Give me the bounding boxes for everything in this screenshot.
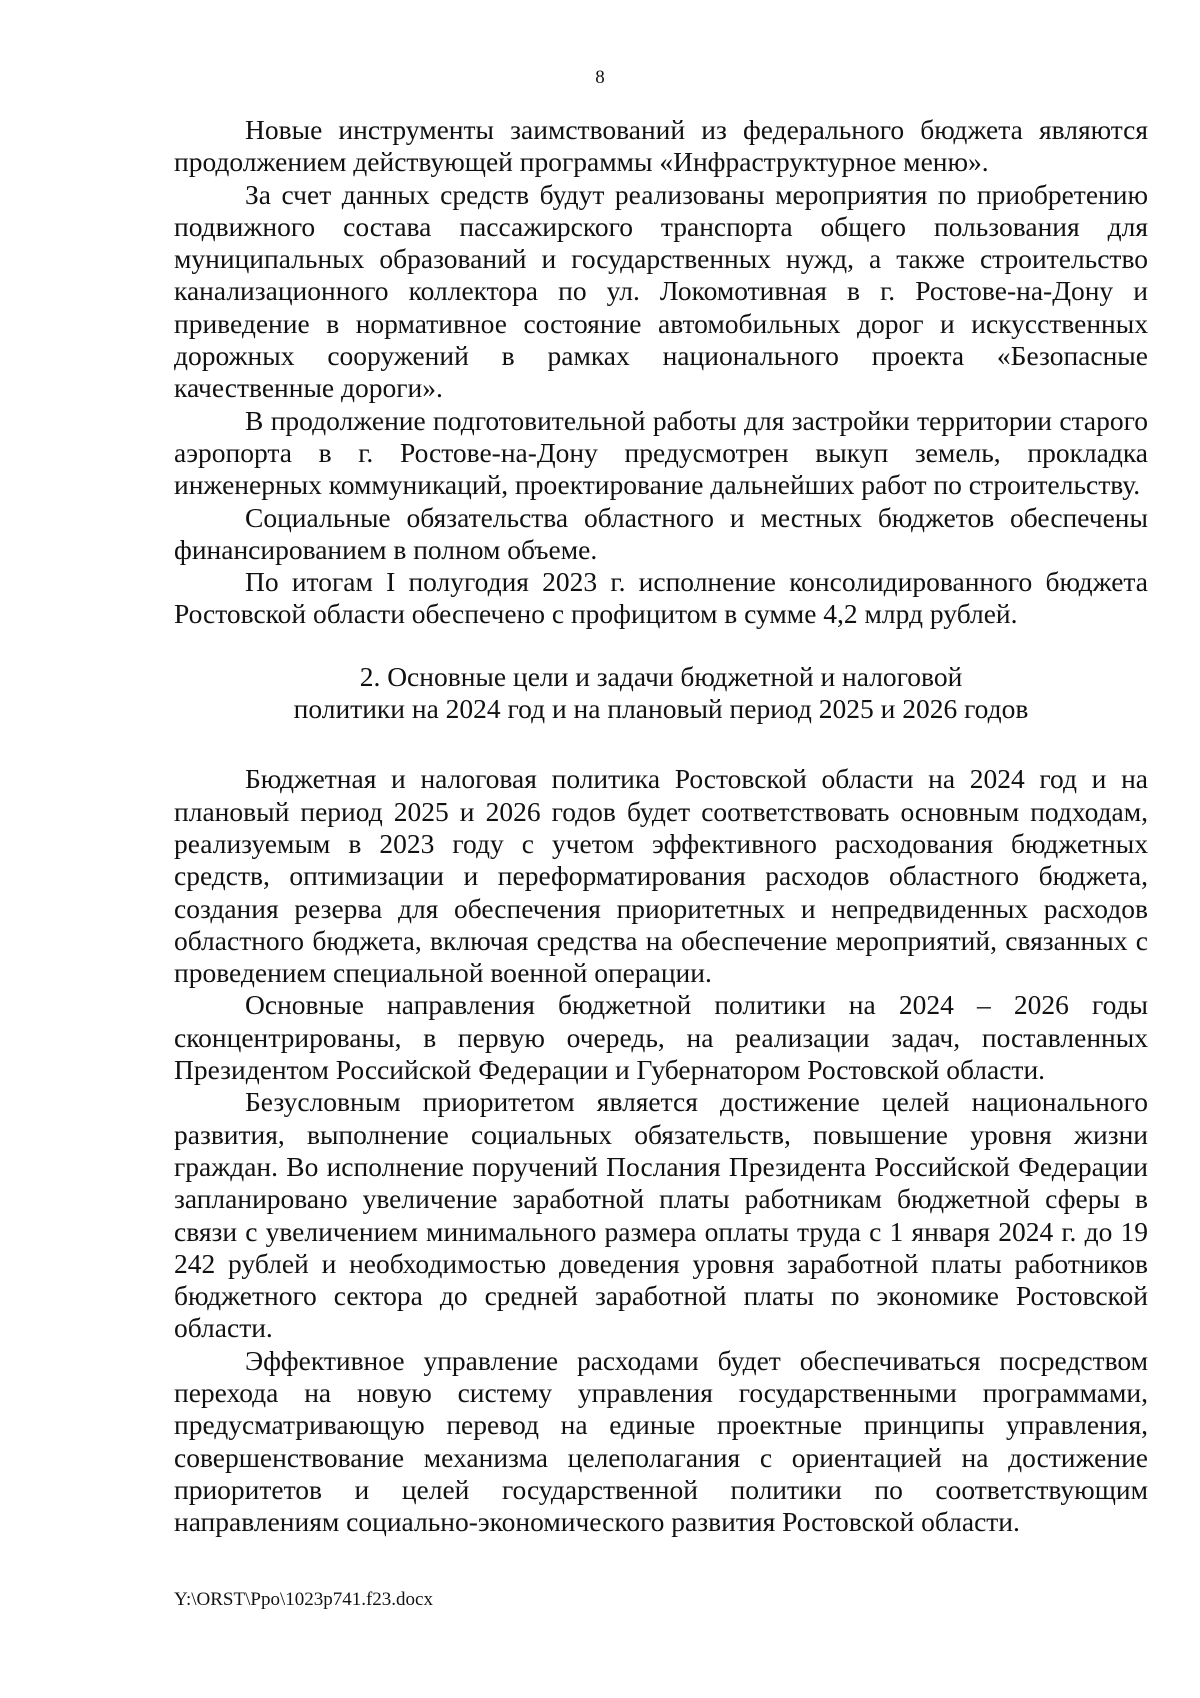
paragraph-policy-directions: Основные направления бюджетной политики на 2024 – 2026 годы сконцентрированы, в первую очередь, на реализации задач, поставленных Президентом Российской Федерации и Губернатором Ростовской области. (174, 989, 1148, 1086)
paragraph-priorities: Безусловным приоритетом является достижение целей национального развития, выполнение социальных обязательств, повышение уровня жизни граждан. Во исполнение поручений Послания Президента Российской Федерации запланировано увеличение заработной платы работникам бюджетной сферы в связи с увеличением минимального размера оплаты труда с 1 января 2024 г. до 19 242 рублей и необходимостью доведения уровня заработной платы работников бюджетного сектора до средней заработной платы по экономике Ростовской области. (174, 1086, 1148, 1344)
paragraph-expense-management: Эффективное управление расходами будет обеспечиваться посредством перехода на новую систему управления государственными программами, предусматривающую перевод на единые проектные принципы управления, совершенствование механизма целеполагания с ориентацией на достижение приоритетов и целей государственной политики по соответствующим направлениям социально-экономического развития Ростовской области. (174, 1344, 1148, 1538)
paragraph-social-obligations: Социальные обязательства областного и местных бюджетов обеспечены финансированием в полном объеме. (174, 501, 1148, 565)
document-body (174, 114, 1148, 1538)
section-heading (174, 661, 1148, 726)
paragraph-borrowing-tools: Новые инструменты заимствований из федерального бюджета являются продолжением действующей программы «Инфраструктурное меню». (174, 114, 1148, 178)
footer-file-path: Y:\ORST\Ppo\1023p741.f23.docx (174, 1589, 433, 1610)
section-heading-line-1: 2. Основные цели и задачи бюджетной и налоговой (359, 660, 963, 692)
page-number: 8 (595, 67, 605, 88)
paragraph-half-year-results: По итогам I полугодия 2023 г. исполнение консолидированного бюджета Ростовской области обеспечено с профицитом в сумме 4,2 млрд рублей. (174, 566, 1148, 630)
paragraph-airport-territory: В продолжение подготовительной работы для застройки территории старого аэропорта в г. Ростове-на-Дону предусмотрен выкуп земель, прокладка инженерных коммуникаций, проектирование дальнейших работ по строительству. (174, 404, 1148, 501)
paragraph-funded-activities: За счет данных средств будут реализованы мероприятия по приобретению подвижного состава пассажирского транспорта общего пользования для муниципальных образований и государственных нужд, а также строительство канализационного коллектора по ул. Локомотивная в г. Ростове-на-Дону и приведение в нормативное состояние автомобильных дорог и искусственных дорожных сооружений в рамках национального проекта «Безопасные качественные дороги». (174, 178, 1148, 404)
paragraph-budget-policy: Бюджетная и налоговая политика Ростовской области на 2024 год и на плановый период 2025 и 2026 годов будет соответствовать основным подходам, реализуемым в 2023 году с учетом эффективного расходования бюджетных средств, оптимизации и переформатирования расходов областного бюджета, создания резерва для обеспечения приоритетных и непредвиденных расходов областного бюджета, включая средства на обеспечение мероприятий, связанных с проведением специальной военной операции. (174, 763, 1148, 989)
section-heading-line-2: политики на 2024 год и на плановый период 2025 и 2026 годов (293, 693, 1029, 725)
